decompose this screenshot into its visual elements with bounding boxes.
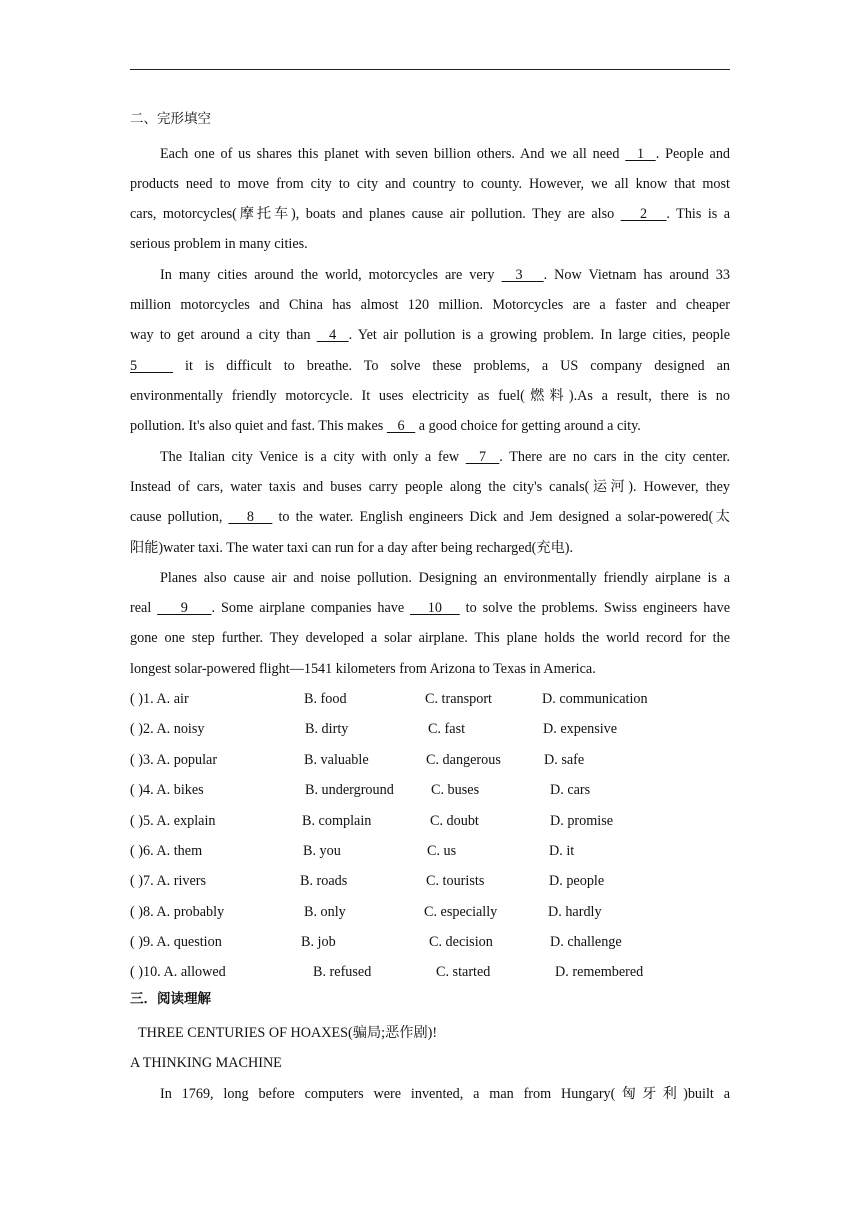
paragraph-line: cause pollution, 8 to the water. English engineers Dick and Jem designed a solar-powered(太	[130, 509, 730, 525]
option-c: C. especially	[424, 904, 498, 920]
option-b: B. roads	[300, 873, 348, 889]
option-d: D. remembered	[555, 964, 644, 980]
blank-6: 6	[386, 418, 416, 434]
option-d: D. it	[549, 843, 575, 859]
blank-8: 8	[228, 509, 273, 525]
option-d: D. people	[549, 873, 605, 889]
blank-10: 10	[410, 600, 460, 616]
option-c: C. fast	[428, 721, 466, 737]
question-9: ( )9. A. question	[130, 934, 222, 950]
paragraph-line: products need to move from city to city and country to county. However, we all know that most	[130, 176, 730, 192]
option-c: C. transport	[425, 691, 492, 707]
option-c: C. us	[427, 843, 457, 859]
option-b: B. underground	[305, 782, 394, 798]
paragraph-line: pollution. It's also quiet and fast. This makes 6 a good choice for getting around a city.	[130, 418, 641, 434]
option-c: C. started	[436, 964, 491, 980]
blank-7: 7	[465, 449, 500, 465]
option-c: C. decision	[429, 934, 493, 950]
question-6: ( )6. A. them	[130, 843, 203, 859]
section-heading-cloze: 二、完形填空	[130, 111, 211, 127]
blank-1: 1	[625, 146, 656, 162]
question-10: ( )10. A. allowed	[130, 964, 226, 980]
question-1: ( )1. A. air	[130, 691, 189, 707]
question-2: ( )2. A. noisy	[130, 721, 205, 737]
question-8: ( )8. A. probably	[130, 904, 225, 920]
option-b: B. only	[304, 904, 346, 920]
blank-5: 5	[130, 358, 174, 374]
option-b: B. job	[301, 934, 336, 950]
option-d: D. expensive	[543, 721, 618, 737]
blank-4: 4	[316, 327, 349, 343]
option-d: D. communication	[542, 691, 648, 707]
option-b: B. you	[303, 843, 341, 859]
option-c: C. tourists	[426, 873, 485, 889]
question-7: ( )7. A. rivers	[130, 873, 207, 889]
paragraph-line: serious problem in many cities.	[130, 236, 308, 252]
option-c: C. doubt	[430, 813, 479, 829]
question-4: ( )4. A. bikes	[130, 782, 204, 798]
option-c: C. dangerous	[426, 752, 501, 768]
paragraph-line: way to get around a city than 4 . Yet air pollution is a growing problem. In large cities, people	[130, 327, 730, 343]
section-heading-reading: 三．阅读理解	[130, 991, 211, 1007]
reading-subtitle: A THINKING MACHINE	[130, 1055, 282, 1071]
blank-3: 3	[501, 267, 544, 283]
option-b: B. dirty	[305, 721, 349, 737]
paragraph-line: environmentally friendly motorcycle. It uses electricity as fuel(燃料).As a result, there is no	[130, 388, 730, 404]
paragraph-line: Each one of us shares this planet with seven billion others. And we all need 1 . People and	[160, 146, 731, 162]
question-5: ( )5. A. explain	[130, 813, 216, 829]
paragraph-line: The Italian city Venice is a city with only a few 7 . There are no cars in the city center.	[160, 449, 730, 465]
option-b: B. refused	[313, 964, 372, 980]
paragraph-line: cars, motorcycles(摩托车), boats and planes cause air pollution. They are also 2 . This is a	[130, 206, 731, 222]
question-3: ( )3. A. popular	[130, 752, 218, 768]
option-b: B. food	[304, 691, 347, 707]
option-d: D. cars	[550, 782, 591, 798]
paragraph-line: 阳能)water taxi. The water taxi can run for a day after being recharged(充电).	[130, 540, 574, 556]
paragraph-line: real 9 . Some airplane companies have 10 to solve the problems. Swiss engineers have	[130, 600, 730, 616]
paragraph-line: Planes also cause air and noise pollution. Designing an environmentally friendly airplane is a	[160, 570, 730, 586]
option-d: D. challenge	[550, 934, 622, 950]
option-d: D. promise	[550, 813, 614, 829]
paragraph-line: million motorcycles and China has almost 120 million. Motorcycles are a faster and cheaper	[130, 297, 730, 313]
blank-9: 9	[157, 600, 212, 616]
paragraph-line: Instead of cars, water taxis and buses carry people along the city's canals(运河). However, they	[130, 479, 730, 495]
paragraph-line: 5 it is difficult to breathe. To solve these problems, a US company designed an	[130, 358, 731, 374]
reading-title: THREE CENTURIES OF HOAXES(骗局;恶作剧)!	[138, 1025, 438, 1041]
option-b: B. valuable	[304, 752, 369, 768]
paragraph-line: In many cities around the world, motorcycles are very 3 . Now Vietnam has around 33	[160, 267, 730, 283]
option-d: D. safe	[544, 752, 585, 768]
blank-2: 2	[620, 206, 667, 222]
option-b: B. complain	[302, 813, 372, 829]
header-rule	[130, 69, 730, 70]
paragraph-line: gone one step further. They developed a solar airplane. This plane holds the world record for the	[130, 630, 730, 646]
paragraph-line: longest solar-powered flight―1541 kilometers from Arizona to Texas in America.	[130, 661, 596, 677]
paragraph-line: In 1769, long before computers were invented, a man from Hungary(匈牙利)built a	[160, 1086, 730, 1102]
option-d: D. hardly	[548, 904, 602, 920]
option-c: C. buses	[431, 782, 480, 798]
